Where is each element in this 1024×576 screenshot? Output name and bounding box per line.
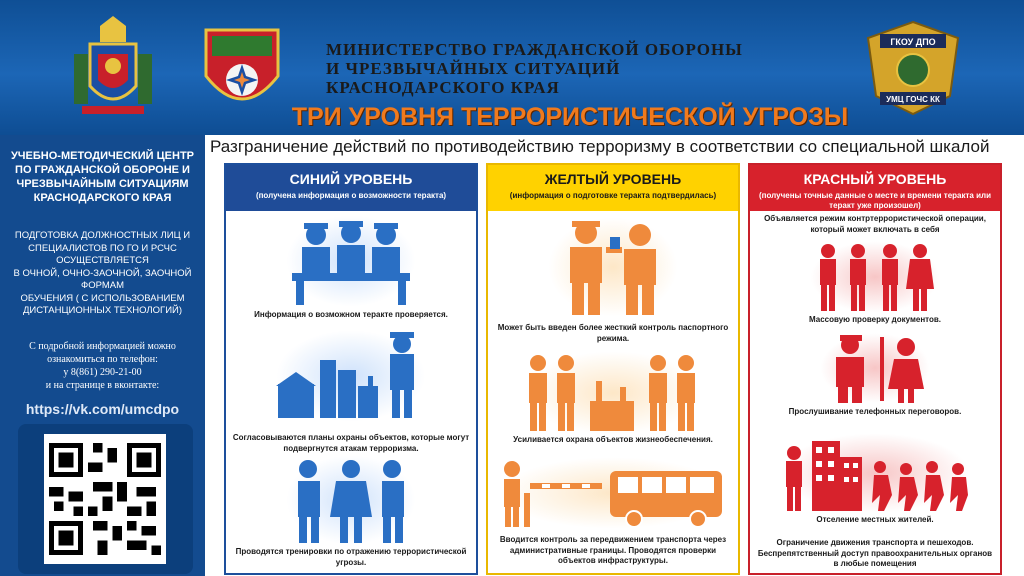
badge-top-text: ГКОУ ДПО [890, 37, 936, 47]
level-note: (информация о подготовке теракта подтвердилась) [509, 191, 717, 200]
ministry-line: МИНИСТЕРСТВО ГРАЖДАНСКОЙ ОБОРОНЫ [326, 40, 743, 59]
qr-code-icon[interactable] [44, 434, 166, 564]
ministry-line: КРАСНОДАРСКОГО КРАЯ [326, 78, 560, 97]
level-note: (получены точные данные о месте и времени теракта или теракт уже произошел) [758, 191, 992, 210]
level-title: КРАСНЫЙ УРОВЕНЬ [803, 171, 947, 187]
badge-bottom-text: УМЦ ГОЧС КК [886, 95, 940, 104]
sidebar-line: ОСУЩЕСТВЛЯЕТСЯ [56, 255, 149, 266]
level-blue [224, 163, 478, 575]
level-caption: Согласовываются планы охраны объектов, которые могут подвергнутся атакам терроризма. [232, 433, 470, 453]
sidebar-line: В ОЧНОЙ, ОЧНО-ЗАОЧНОЙ, ЗАОЧНОЙ [13, 267, 192, 279]
contact-line: С подробной информацией можно [29, 341, 176, 352]
sidebar-training-info [6, 230, 199, 318]
level-caption: Массовую проверку документов. [809, 315, 941, 324]
level-caption: Вводится контроль за передвижением транспорта через административные границы. Проводятся проверки объектов инфраструктуры. [499, 535, 727, 565]
vk-link[interactable]: https://vk.com/umcdpo [25, 401, 180, 417]
level-blue-header [226, 165, 476, 211]
passport-check-icon [548, 217, 678, 317]
level-caption: Может быть введен более жесткий контроль паспортного режима. [497, 323, 729, 343]
document-check-icon [810, 241, 940, 313]
level-caption: Объявляется режим контртеррористической операции, который может включать в себя [764, 214, 986, 234]
umc-badge-icon [858, 18, 968, 118]
level-caption: Отселение местных жителей. [816, 515, 934, 524]
level-caption: Проводятся тренировки по отражению террористической угрозы. [235, 547, 467, 567]
sidebar [0, 135, 205, 576]
guarded-infrastructure-icon [524, 351, 702, 435]
qr-container [18, 424, 193, 574]
sidebar-line: СПЕЦИАЛИСТОВ ПО ГО И РСЧС [28, 242, 177, 254]
sidebar-heading: УЧЕБНО-МЕТОДИЧЕСКИЙ ЦЕНТР ПО ГРАЖДАНСКОЙ ОБОРОНЕ И ЧРЕЗВЫЧАЙНЫМ СИТУАЦИЯМ КРАСНОДАРСКОГО КРАЯ [10, 150, 195, 204]
coat-of-arms-icon [68, 14, 158, 122]
sidebar-line: ПОДГОТОВКА ДОЛЖНОСТНЫХ ЛИЦ И [14, 230, 191, 241]
contact-line: и на странице в вконтакте: [45, 380, 160, 391]
level-title: ЖЕЛТЫЙ УРОВЕНЬ [544, 171, 682, 187]
level-caption: Усиливается охрана объектов жизнеобеспечения. [513, 435, 713, 444]
phone-tapping-icon [820, 333, 930, 403]
guards-at-desk-icon [286, 215, 416, 307]
contact-line: ознакомиться по телефон: [47, 354, 158, 365]
level-red [748, 163, 1002, 575]
mchs-emblem-icon [202, 26, 282, 122]
level-caption: Информация о возможном теракте проверяется. [254, 310, 448, 319]
evacuation-icon [780, 433, 970, 513]
sidebar-line: ОБУЧЕНИЯ ( С ИСПОЛЬЗОВАНИЕМ [20, 292, 185, 304]
page-title: ТРИ УРОВНЯ ТЕРРОРИСТИЧЕСКОЙ УГРОЗЫ [291, 103, 849, 131]
header-banner [0, 0, 1024, 135]
ministry-line: И ЧРЕЗВЫЧАЙНЫХ СИТУАЦИЙ [326, 59, 621, 78]
guarded-facility-icon [276, 330, 426, 422]
sidebar-line: ДИСТАНЦИОННЫХ ТЕХНОЛОГИЙ) [22, 305, 183, 316]
level-title: СИНИЙ УРОВЕНЬ [289, 171, 413, 187]
level-red-header [750, 165, 1000, 211]
level-caption: Ограничение движения транспорта и пешеходов. Беспрепятственный доступ правоохранительных органов в любые помещения [757, 538, 993, 568]
ministry-name [326, 40, 743, 97]
contact-phone[interactable]: у 8(861) 290-21-00 [63, 367, 142, 378]
level-note: (получена информация о возможности теракта) [255, 191, 447, 200]
sidebar-contact [6, 340, 199, 392]
level-caption: Прослушивание телефонных переговоров. [788, 407, 962, 416]
level-yellow [486, 163, 740, 575]
sidebar-line: ФОРМАМ [80, 280, 124, 291]
transport-checkpoint-icon [500, 457, 726, 529]
level-yellow-header [488, 165, 738, 211]
training-guards-icon [286, 455, 416, 545]
page-subtitle: Разграничение действий по противодействию терроризму в соответствии со специальной шкалой [210, 137, 990, 156]
